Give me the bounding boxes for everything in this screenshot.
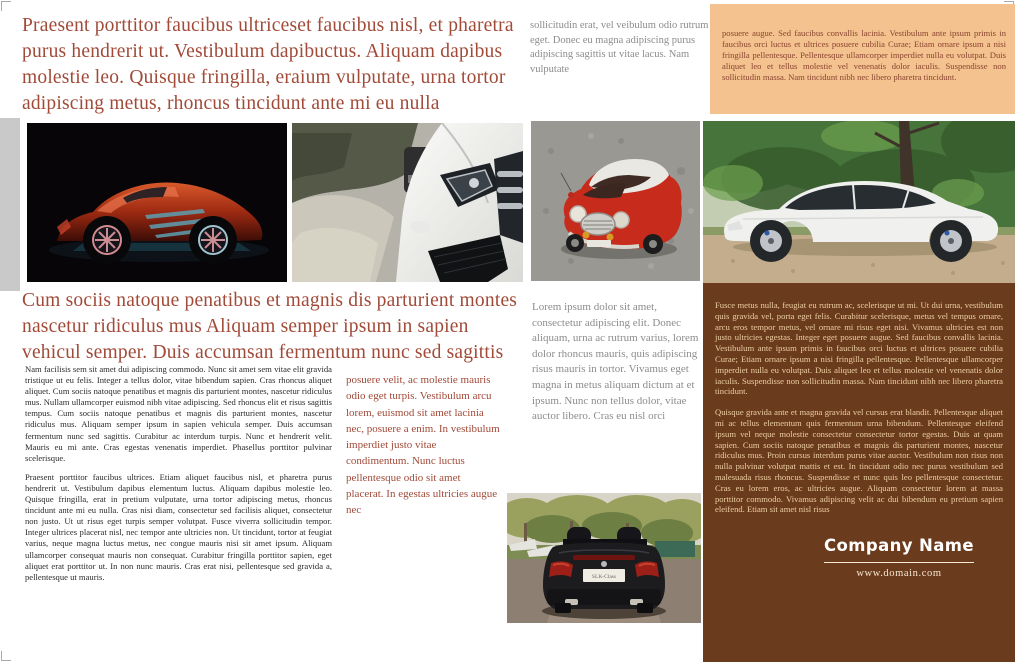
red-sports-car-image bbox=[27, 123, 287, 282]
white-sedan-image bbox=[703, 121, 1015, 283]
lorem-intro-text: Lorem ipsum dolor sit amet, consectetur adipiscing elit. Donec aliquam, urna ac rutrum varius, lorem dolor rhoncus mauris, quis adipiscing risus mauris in tortor. Vivamus eget magna in metus aliquam dictum at et ipsum. Nunc non tellus dolor, vitae auctor libero. Cras eu nisl orci bbox=[532, 301, 699, 423]
left-edge-bar bbox=[0, 118, 20, 291]
headline-top: Praesent porttitor faucibus ultriceset faucibus nisl, et pharetra purus hendrerit ut. Vestibulum dapibuctus. Aliquam dapibus molestie leo. Quisque fringilla, eraium vulputate, urna tortor adipiscing metus, rhoncus tincidunt ante mi eu nulla bbox=[22, 15, 514, 114]
black-convertible-illustration bbox=[507, 493, 701, 623]
highlight-box-text: posuere augue. Sed faucibus convallis lacinia. Vestibulum ante ipsum primis in faucibus orci luctus et ultrices posuere cubilia Curae; Etiam ornare ipsum a nisi fringilla pellentesque. Pellentesque ullamcorper imperdiet nulla eu volutpat. Duis aliquet leo et tellus molestie vel venenatis dolor iaculis. Suspendisse non sollicitudin massa. Nam tincidunt nibh nec libero pharetra tincidunt. bbox=[722, 28, 1006, 82]
article-paragraph-2: Praesent porttitor faucibus ultrices. Etiam aliquet faucibus nisl, et pharetra purus hendrerit ut. Vestibulum dapibus elementum luctus. Aliquam dapibus molestie leo. Quisque fringilla, erat in pretium vulputate, urna tortor adipiscing metus, rhoncus tincidunt ante mi eu nulla. Cras nisi diam, consectetur sed facilisis aliquet, consectetur non justo. Ut ut risus eget turpis semper volutpat. Fusce viverra sollicitudin tempor. Integer ultrices placerat nisl, nec tempor ante ultricies non. Ut tincidunt, tortor at feugiat varius, neque magna luctus metus, nec congue mauris nisi sit amet ipsum. Aliquam ullamcorper consequat mauris non consequat. Curabitur fringilla porttitor sapien, eget aliquet erat porttitor ut. In non nunc mauris. Cras erat nisi, pellentesque sed gravida a, pellentesque ut mauris. bbox=[25, 471, 332, 582]
intro-continuation-text: sollicitudin erat, vel veibulum odio rutrum eget. Donec eu magna adipiscing purus adipiscing sagittis ut vitae lacus. Nam vulputate bbox=[530, 20, 709, 75]
company-block bbox=[793, 536, 1005, 579]
headline-middle: Cum sociis natoque penatibus et magnis dis parturient montes nascetur ridiculus mus Aliquam semper ipsum in sapien vehicul semper. Duis accumsan fermentum nunc sed sagittis bbox=[22, 290, 518, 363]
white-car-front-illustration bbox=[292, 123, 523, 282]
red-toy-mini-image bbox=[531, 121, 700, 281]
brand-panel-paragraph-2: Quisque gravida ante et magna gravida vel cursus erat blandit. Pellentesque aliquet mi ac tellus elementum quis fermentum urna bibendum. Pellentesque eleifend ipsum vel neque molestie consectetur consectetur tortor egestas. Duis at quam sapien. Cum sociis natoque penatibus et magnis dis parturient montes, nascetur ridiculus mus. Proin cursus interdum purus vitae auctor. Vestibulum non risus non nulla pulvinar volutpat mattis et est. In tincidunt odio nec purus vestibulum sed malesuada risus rhoncus. Suspendisse et nunc quis leo pellentesque consectetur. Cras eu lorem eros, ac ultricies augue. Aliquam consectetur lorem at massa porttitor commodo. Vivamus adipiscing velit ac dui bibendum eu pretium sapien eleifend. Etiam sit amet nisl risus bbox=[715, 407, 1003, 515]
red-sports-car-illustration bbox=[27, 123, 287, 282]
white-car-front-image bbox=[292, 123, 523, 282]
license-plate-text: SLK-Class bbox=[591, 574, 617, 580]
brand-panel bbox=[703, 283, 1015, 662]
red-pull-text: posuere velit, ac molestie mauris odio eget turpis. Vestibulum arcu lorem, euismod sit amet lacinia nec, posuere a enim. In vestibulum imperdiet justo vitae condimentum. Nunc luctus pellentesque odio sit amet placerat. In egestas ultricies augue nec bbox=[346, 374, 500, 517]
company-website: www.domain.com bbox=[856, 568, 942, 580]
highlight-box bbox=[710, 4, 1015, 114]
black-convertible-rear-image bbox=[507, 493, 701, 623]
company-name: Company Name bbox=[824, 536, 974, 563]
article-body-column bbox=[25, 364, 332, 583]
crop-mark-bottom-left-icon bbox=[1, 651, 11, 661]
crop-mark-top-left-icon bbox=[1, 1, 11, 11]
red-toy-mini-illustration bbox=[531, 121, 700, 281]
white-sedan-illustration bbox=[703, 121, 1015, 283]
article-paragraph-1: Nam facilisis sem sit amet dui adipiscing commodo. Nunc sit amet sem vitae elit gravida tristique ut eu felis. Integer a tellus dolor, vitae bibendum sapien. Cras rhoncus aliquet aliquet. Cum sociis natoque penatibus et magnis dis parturient montes, nascetur ridiculus mus. Nullam ullamcorper euismod nibh vitae adipiscing. Sed rhoncus elit et risus sagittis tempus. Cum sociis natoque penatibus et magnis dis parturient montes, nascetur ridiculus mus. Aliquam semper ipsum in sapien vehicula semper. Duis accumsan fermentum nunc sed sagittis. Curabitur ac interdum turpis. Nunc et hendrerit velit. Mauris eu mi ante. Cras egestas venenatis imperdiet. Phasellus porttitor pulvinar scelerisque. bbox=[25, 364, 332, 463]
brand-panel-paragraph-1: Fusce metus nulla, feugiat eu rutrum ac, scelerisque ut mi. Ut dui urna, vestibulum quis gravida vel, porta eget felis. Curabitur scelerisque, metus vel tempus ornare, arcu eros tempor metus, vel ornare mi risus eget nisi. Vivamus ultricies est non justo ultricies egestas. Integer eget posuere augue. Sed faucibus convallis lacinia. Vestibulum ante ipsum primis in faucibus orci luctus et ultrices posuere cubilia Curae; Etiam ornare ipsum a nisi fringilla pellentesque. Pellentesque ullamcorper imperdiet nulla eu volutpat. Duis aliquet leo et tellus molestie vel venenatis dolor iaculis. Suspendisse non sollicitudin massa. Nam tincidunt nibh nec libero pharetra tincidunt. bbox=[715, 300, 1003, 397]
